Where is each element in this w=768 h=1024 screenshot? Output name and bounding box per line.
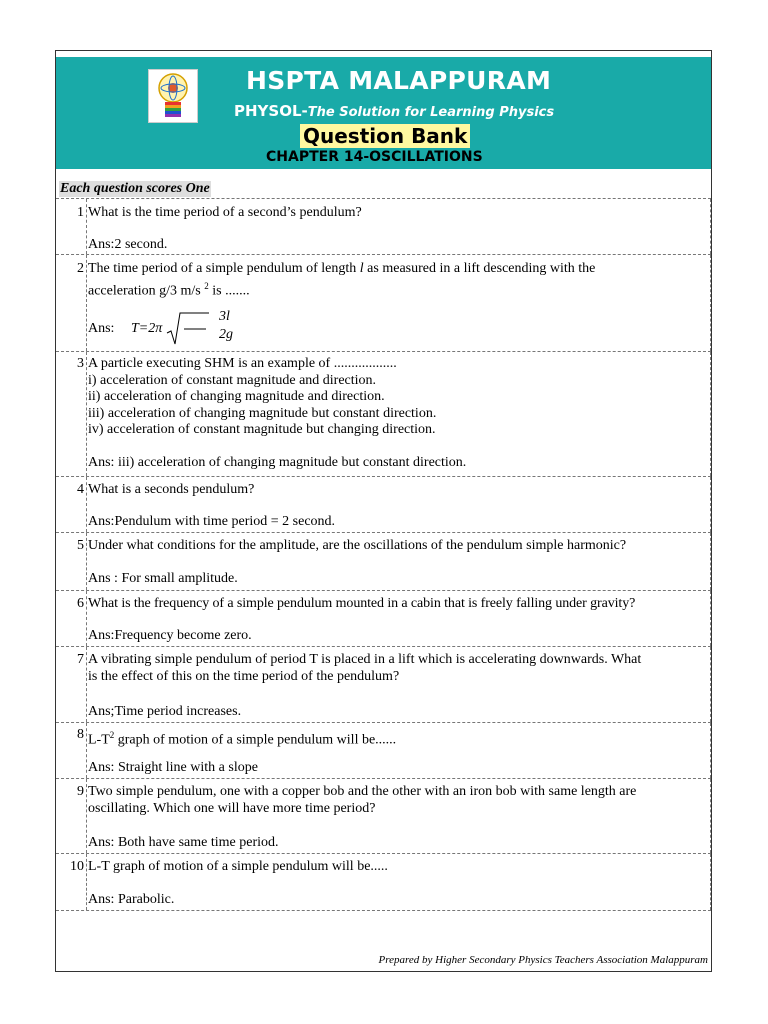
tagline-text: The Solution for Learning Physics [307,105,555,120]
footer-credit: Prepared by Higher Secondary Physics Teachers Association Malappuram [378,954,708,966]
table-row [56,254,711,351]
question-number: 6 [77,596,84,611]
question-text: A particle executing SHM is an example of .................. i) acceleration of constant magnitude and direction. ii) acceleration of changing magnitude and direction. iii) acceleration of changing magnitude but constant direction. iv) acceleration of constant magnitude but changing direction. [88,356,437,437]
answer-text: Ans: Straight line with a slope [88,760,258,775]
table-row [56,476,711,532]
question-number: 10 [70,859,84,874]
answer-text: Ans: Both have same time period. [88,835,279,850]
question-text: A vibrating simple pendulum of period T is placed in a lift which is accelerating downwards. What is the effect of this on the time period of the pendulum? [88,652,642,684]
question-number: 3 [77,356,84,371]
question-number: 4 [77,482,84,497]
tagline [234,102,554,120]
document-page [55,50,712,972]
answer-text: Ans;Time period increases. [88,704,242,719]
answer-text: Ans : For small amplitude. [88,571,238,586]
brand-name: PHYSOL- [234,102,308,120]
question-number: 8 [77,727,84,742]
question-number: 7 [77,652,84,667]
table-row [56,853,711,911]
chapter-title: CHAPTER 14-OSCILLATIONS [266,149,483,165]
answer-text: Ans:Pendulum with time period = 2 second. [88,514,336,529]
question-number: 2 [77,261,84,276]
answer-text: Ans: Parabolic. [88,892,175,907]
scoring-note: Each question scores One [60,181,210,196]
question-text: What is the time period of a second’s pendulum? [88,205,362,220]
page-title: Question Bank [300,124,470,148]
question-text: L-T graph of motion of a simple pendulum will be..... [88,859,388,874]
answer-formula: T=2π 3l 2g [131,309,233,342]
question-number: 5 [77,538,84,553]
question-text: Two simple pendulum, one with a copper bob and the other with an iron bob with same length are oscillating. Which one will have more time period? [88,784,637,816]
answer-text: Ans: [88,321,115,336]
table-row [56,590,711,646]
question-text: $L-T^2$ graph of motion of a simple pendulum will be...... [88,730,397,748]
table-row [56,646,711,722]
answer-text: Ans:2 second. [88,237,168,252]
bulb-logo-icon [148,69,198,123]
question-text: What is a seconds pendulum? [88,482,255,497]
answer-text: Ans:Frequency become zero. [88,628,252,643]
org-title: HSPTA MALAPPURAM [246,66,552,95]
question-number: 1 [77,205,84,220]
question-text: The time period of a simple pendulum of length l as measured in a lift descending with the acceleration g/3 m/s $^2$ is ....... [88,261,596,299]
table-row [56,778,711,853]
table-row [56,351,711,476]
table-row [56,198,711,254]
table-row [56,532,711,590]
answer-text: Ans: iii) acceleration of changing magnitude but constant direction. [88,455,467,470]
question-number: 9 [77,784,84,799]
question-text: What is the frequency of a simple pendulum mounted in a cabin that is freely falling under gravity? [88,596,636,611]
question-text: Under what conditions for the amplitude, are the oscillations of the pendulum simple harmonic? [88,538,627,553]
table-row [56,722,711,778]
